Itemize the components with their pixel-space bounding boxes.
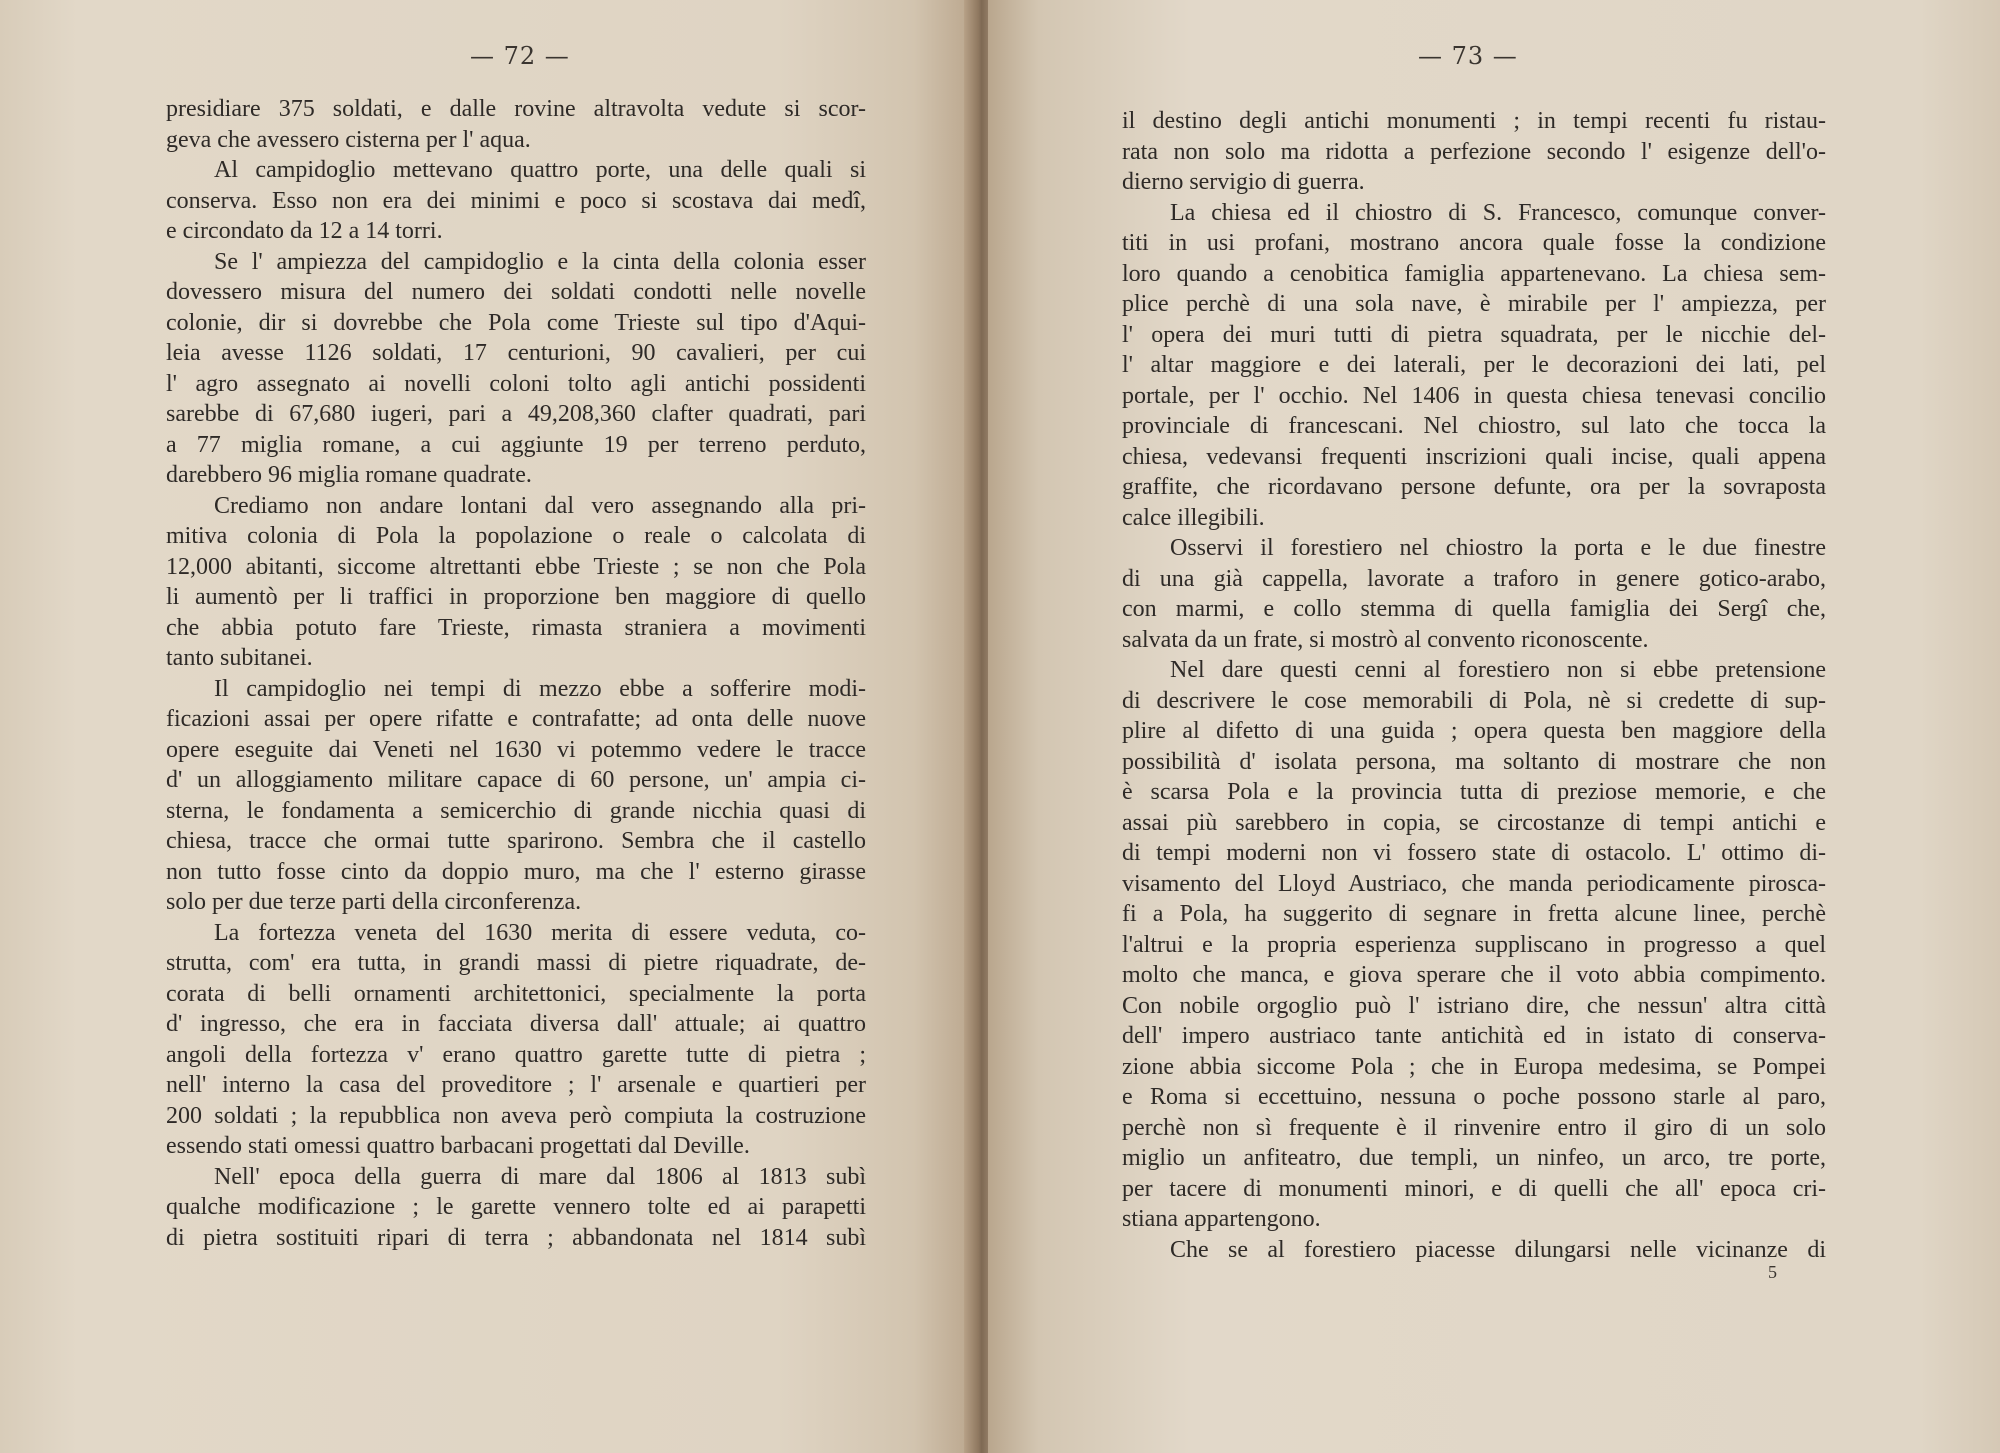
text-line: è scarsa Pola e la provincia tutta di preziose memorie, e che	[1122, 779, 1826, 805]
text-line: e circondato da 12 a 14 torri.	[166, 218, 443, 244]
text-line: l'altrui e la propria esperienza suppliscano in progresso a quel	[1122, 931, 1826, 958]
text-line: solo per due terze parti della circonferenza.	[166, 889, 582, 915]
text-line: sterna, le fondamenta a semicerchio di grande nicchia quasi di	[166, 797, 866, 824]
text-line: di pietra sostituiti ripari di terra ; abbandonata nel 1814 subì	[166, 1224, 866, 1251]
text-line: plice perchè di una sola nave, è mirabile per l' ampiezza, per	[1122, 291, 1826, 317]
text-line: fi a Pola, ha suggerito di segnare in fretta alcune linee, perchè	[1122, 901, 1826, 927]
text-line: Con nobile orgoglio può l' istriano dire, che nessun' altra città	[1122, 992, 1826, 1019]
page-number-right: — 73 —	[1418, 42, 1518, 70]
text-line: dovessero misura del numero dei soldati condotti nelle novelle	[166, 279, 866, 305]
text-line: nell' interno la casa del proveditore ; l' arsenale e quartieri per	[166, 1072, 866, 1098]
text-line: li aumentò per li traffici in proporzione ben maggiore di quello	[166, 584, 866, 610]
text-line: Osservi il forestiero nel chiostro la porta e le due finestre	[1170, 535, 1826, 561]
text-line: La chiesa ed il chiostro di S. Francesco, comunque conver-	[1170, 199, 1826, 226]
text-line: calce illegibili.	[1122, 504, 1265, 531]
text-line: provinciale di francescani. Nel chiostro, sul lato che tocca la	[1122, 413, 1826, 439]
text-line: sarebbe di 67,680 iugeri, pari a 49,208,360 clafter quadrati, pari	[166, 401, 866, 427]
text-line: ficazioni assai per opere rifatte e contrafatte; ad onta delle nuove	[166, 706, 866, 732]
text-line: con marmi, e collo stemma di quella famiglia dei Sergî che,	[1122, 596, 1826, 622]
text-line: titi in usi profani, mostrano ancora quale fosse la condizione	[1122, 230, 1826, 256]
text-line: portale, per l' occhio. Nel 1406 in questa chiesa tenevasi concilio	[1122, 382, 1826, 409]
text-line: darebbero 96 miglia romane quadrate.	[166, 462, 532, 488]
text-line: Crediamo non andare lontani dal vero assegnando alla pri-	[214, 492, 866, 519]
text-line: mitiva colonia di Pola la popolazione o reale o calcolata di	[166, 523, 866, 549]
page-number-left: — 72 —	[470, 42, 570, 70]
text-line: d' ingresso, che era in facciata diversa dall' attuale; ai quattro	[166, 1011, 866, 1037]
text-line: tanto subitanei.	[166, 645, 313, 671]
text-line: leia avesse 1126 soldati, 17 centurioni, 90 cavalieri, per cui	[166, 340, 866, 366]
text-line: chiesa, tracce che ormai tutte sparirono. Sembra che il castello	[166, 828, 866, 854]
text-line: 200 soldati ; la repubblica non aveva però compiuta la costruzione	[166, 1102, 866, 1129]
text-line: zione abbia siccome Pola ; che in Europa medesima, se Pompei	[1122, 1053, 1826, 1080]
text-line: di tempi moderni non vi fossero state di ostacolo. L' ottimo di-	[1122, 840, 1826, 866]
text-line: angoli della fortezza v' erano quattro garette tutte di pietra ;	[166, 1041, 866, 1068]
text-line: opere eseguite dai Veneti nel 1630 vi potemmo vedere le tracce	[166, 736, 866, 763]
text-line: colonie, dir si dovrebbe che Pola come Trieste sul tipo d'Aqui-	[166, 309, 866, 336]
text-line: 12,000 abitanti, siccome altrettanti ebbe Trieste ; se non che Pola	[166, 553, 866, 580]
text-line: che abbia potuto fare Trieste, rimasta straniera a movimenti	[166, 614, 866, 641]
text-line: l' opera dei muri tutti di pietra squadrata, per le nicchie del-	[1122, 321, 1826, 348]
text-line: plire al difetto di una guida ; opera questa ben maggiore della	[1122, 718, 1826, 744]
text-line: stiana appartengono.	[1122, 1206, 1321, 1232]
text-line: Al campidoglio mettevano quattro porte, una delle quali si	[214, 157, 866, 183]
text-line: e Roma si eccettuino, nessuna o poche possono starle al paro,	[1122, 1084, 1826, 1110]
left-page	[0, 0, 972, 1453]
text-line: qualche modificazione ; le garette vennero tolte ed ai parapetti	[166, 1194, 866, 1220]
text-line: strutta, com' era tutta, in grandi massi di pietre riquadrate, de-	[166, 950, 866, 976]
text-line: non tutto fosse cinto da doppio muro, ma che l' esterno girasse	[166, 858, 866, 885]
text-line: il destino degli antichi monumenti ; in tempi recenti fu ristau-	[1122, 108, 1826, 134]
text-line: Nel dare questi cenni al forestiero non si ebbe pretensione	[1170, 657, 1826, 683]
text-line: miglio un anfiteatro, due templi, un ninfeo, un arco, tre porte,	[1122, 1145, 1826, 1171]
text-line: di una già cappella, lavorate a traforo in genere gotico-arabo,	[1122, 565, 1826, 592]
text-line: possibilità d' isolata persona, ma soltanto di mostrare che non	[1122, 748, 1826, 775]
text-line: dierno servigio di guerra.	[1122, 169, 1365, 195]
text-line: conserva. Esso non era dei minimi e poco si scostava dai medî,	[166, 187, 866, 214]
left-page-text	[166, 94, 866, 1253]
text-line: graffite, che ricordavano persone defunte, ora per la sovraposta	[1122, 474, 1826, 500]
text-line: rata non solo ma ridotta a perfezione secondo l' esigenze dell'o-	[1122, 138, 1826, 165]
right-page	[988, 0, 2000, 1453]
text-line: molto che manca, e giova sperare che il voto abbia compimento.	[1122, 962, 1826, 988]
text-line: a 77 miglia romane, a cui aggiunte 19 per terreno perduto,	[166, 431, 866, 458]
text-line: per tacere di monumenti minori, e di quelli che all' epoca cri-	[1122, 1175, 1826, 1202]
text-line: d' un alloggiamento militare capace di 60 persone, un' ampia ci-	[166, 767, 866, 793]
text-line: Nell' epoca della guerra di mare dal 1806 al 1813 subì	[214, 1163, 866, 1190]
text-line: visamento del Lloyd Austriaco, che manda periodicamente pirosca-	[1122, 870, 1826, 897]
text-line: perchè non sì frequente è il rinvenire entro il giro di un solo	[1122, 1114, 1826, 1141]
text-line: l' agro assegnato ai novelli coloni tolto agli antichi possidenti	[166, 370, 866, 397]
right-page-text	[1122, 106, 1826, 1265]
text-line: Il campidoglio nei tempi di mezzo ebbe a sofferire modi-	[214, 675, 866, 702]
text-line: loro quando a cenobitica famiglia appartenevano. La chiesa sem-	[1122, 260, 1826, 287]
text-line: presidiare 375 soldati, e dalle rovine altravolta vedute si scor-	[166, 96, 866, 122]
text-line: chiesa, vedevansi frequenti inscrizioni quali incise, quali appena	[1122, 443, 1826, 470]
text-line: Se l' ampiezza del campidoglio e la cinta della colonia esser	[214, 248, 866, 275]
signature-mark: 5	[1768, 1262, 1777, 1282]
text-line: essendo stati omessi quattro barbacani progettati dal Deville.	[166, 1133, 750, 1159]
text-line: di descrivere le cose memorabili di Pola, nè si credette di sup-	[1122, 687, 1826, 714]
text-line: geva che avessero cisterna per l' aqua.	[166, 126, 531, 153]
text-line: salvata da un frate, si mostrò al convento riconoscente.	[1122, 626, 1649, 653]
text-line: La fortezza veneta del 1630 merita di essere veduta, co-	[214, 919, 866, 946]
text-line: corata di belli ornamenti architettonici, specialmente la porta	[166, 980, 866, 1007]
text-line: assai più sarebbero in copia, se circostanze di tempi antichi e	[1122, 809, 1826, 836]
text-line: l' altar maggiore e dei laterali, per le decorazioni dei lati, pel	[1122, 352, 1826, 378]
text-line: Che se al forestiero piacesse dilungarsi nelle vicinanze di	[1170, 1236, 1826, 1263]
text-line: dell' impero austriaco tante antichità ed in istato di conserva-	[1122, 1023, 1826, 1049]
